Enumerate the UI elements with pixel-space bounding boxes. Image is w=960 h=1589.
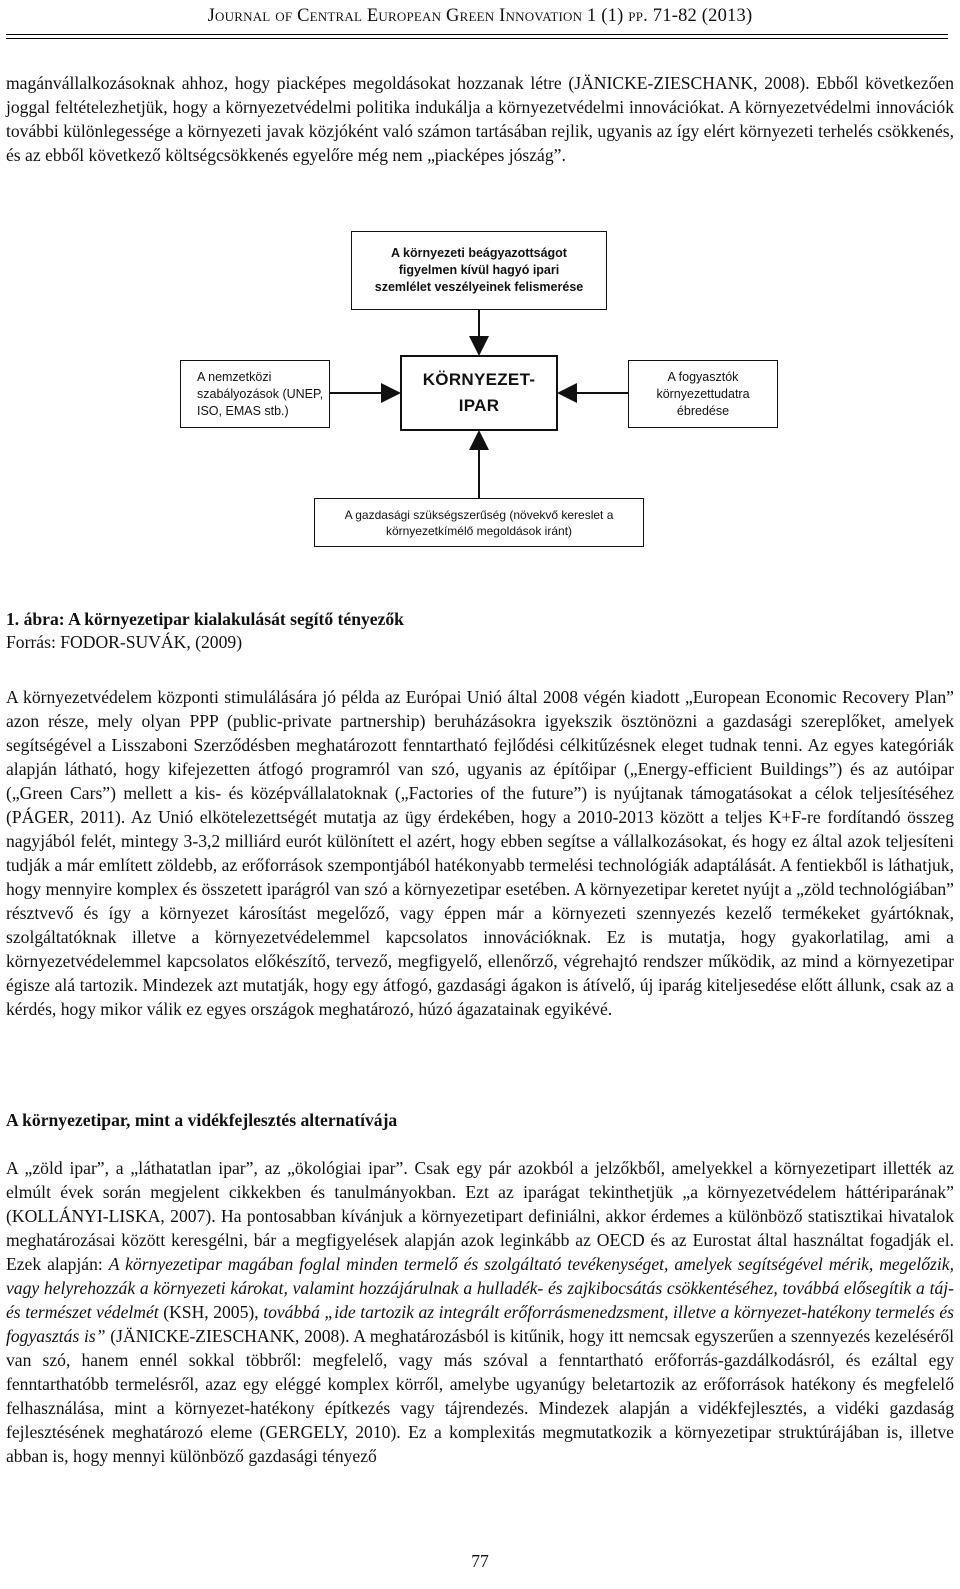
header-rule — [6, 34, 948, 35]
definition-quote-b: továbbá „ide tartozik az integrált erőforrásmenedzsment, illetve a környezet-hatékony termelés és fogyasztás is” — [6, 1302, 954, 1346]
factor-box-left: A nemzetközi szabályozások (UNEP, ISO, EMAS stb.) — [180, 360, 330, 428]
figure-caption-text: 1. ábra: A környezetipar kialakulását segítő tényezők — [6, 609, 404, 629]
figure-caption — [6, 607, 404, 631]
definition-text-e: (JÄNICKE-ZIESCHANK, 2008). A meghatározásból is kitűnik, hogy itt nemcsak egyszerűen a szennyezés kezeléséről van szó, hanem ennél sokkal többről: megfelelő, vagy más szóval a fenntartható erőforrás-gazdálkodásról, és ezáltal egy fenntarthatóbb termelésről, azaz egy eléggé komplex körről, amelybe ugyanúgy beletartozik az erőforrások hatékony és megfelelő felhasználása, mint a környezet-hatékony építkezés vagy tájrendezés. Mindezek alapján a vidékfejlesztés, a vidéki gazdaság fejlesztésének meghatározó eleme (GERGELY, 2010). Ez a komplexitás megmutatkozik a környezetipar struktúrájában is, illetve abban is, hogy mennyi különböző gazdasági tényező — [6, 1326, 955, 1466]
paragraph-eu-recovery: A környezetvédelem központi stimulálására jó példa az Európai Unió által 2008 végén kiadott „European Economic Recovery Plan” azon része, mely olyan PPP (public-private partnership) beruházásokra igyekszik ösztönözni a gazdasági szereplőket, amelyek segítségével a Lisszaboni Szerződésben meghatározott fenntartható fejlődési célkitűzésnek eleget tudnak tenni. Az egyes kategóriák alapján látható, hogy kifejezetten átfogó programról van szó, ugyanis az építőipar („Energy-efficient Buildings”) és az autóipar („Green Cars”) mellett a kis- és középvállalatoknak („Factories of the future”) is nyújtanak támogatásokat a célok teljesítéséhez (PÁGER, 2011). Az Unió elkötelezettségét mutatja az ügy érdekében, hogy a 2010-2013 között a teljes K+F-re fordítandó összeg nagyjából felét, mintegy 3-3,2 milliárd eurót különített el azért, hogy ebben segítse a vállalkozásokat, és hogy ez által azok teljesíteni tudják a már említett zöldebb, az erőforrások szempontjából hatékonyabb termelési technológiák adaptálását. A fentiekből is láthatjuk, hogy mennyire komplex és összetett iparágról van szó a környezetipar esetében. A környezetipar keretet nyújt a „zöld technológiában” résztvevő és így a környezet károsítást megelőző, vagy éppen már a környezeti szennyezés kezelő termékeket gyártóknak, szolgáltatóknak illetve a környezetvédelemmel kapcsolatos innovációknak. Ez is mutatja, hogy gyakorlatilag, ami a környezetvédelemmel kapcsolatos előkészítő, tervező, megfigyelő, ellenőrző, végrehajtó rendszer működik, az mind a környezetipar égisze alá tartozik. Mindezek azt mutatják, hogy egy átfogó, gazdasági ágakon is átívelő, új iparág kiteljesedése előtt állunk, csak az a kérdés, hogy mikor válik ez egyes országok meghatározó, húzó ágazatainak egyikévé. — [6, 687, 954, 1019]
definition-text-a: A „zöld ipar”, a „láthatatlan ipar”, az „ökológiai ipar”. Csak egy pár azokból a jelzőkből, amelyekkel a környezetipart illették az elmúlt évek során megjelent cikkekben és tanulmányokban. Ezt az iparágat tekinthetjük „a környezetvédelem háttériparának” (KOLLÁNYI-LISKA, 2007). Ha pontosabban kívánjuk a környezetipart definiálni, akkor érdemes a különböző statisztikai hivatalok meghatározásai között keresgélni, bár a megfigyelések alapján azok leginkább az OECD és az Eurostat által használtat fogadják el. Ezek alapján: — [6, 1158, 954, 1274]
definition-quote-a: A környezetipar magában foglal minden termelő és szolgáltató tevékenységet, amelyek segítségével mérik, megelőzik, vagy helyrehozzák a környezeti károkat, valamint hozzájárulnak a hulladék- és zajkibocsátás csökkentéséhez, továbbá elősegítik a táj- és természet védelmét — [6, 1254, 954, 1322]
running-header: Journal of Central European Green Innovation 1 (1) pp. 71-82 (2013) — [207, 6, 753, 26]
definition-text-c: (KSH, 2005), — [158, 1302, 264, 1322]
section-title: A környezetipar, mint a vidékfejlesztés alternatívája — [6, 1110, 398, 1130]
paragraph-intro: magánvállalkozásoknak ahhoz, hogy piacképes megoldásokat hozzanak létre (JÄNICKE-ZIESCHANK, 2008). Ebből következően joggal feltételezhetjük, hogy a környezetvédelmi politika indukálja a környezetvédelmi innovációkat. A környezetvédelmi innovációk további különlegessége a környezeti javak közjóként való számon tartásában rejlik, ugyanis az így elért környezeti terhelés csökkenés, és az ebből következő költségcsökkenés egyelőre még nem „piacképes jószág”. — [6, 73, 954, 165]
factor-box-top: A környezeti beágyazottságot figyelmen kívül hagyó ipari szemlélet veszélyeinek felismerése — [351, 231, 607, 310]
center-box-environmental-industry: KÖRNYEZET- IPAR — [400, 355, 558, 431]
page-number: 77 — [471, 1551, 489, 1571]
factor-box-right: A fogyasztók környezettudatra ébredése — [628, 360, 778, 428]
paragraph-definition — [6, 1156, 954, 1468]
factor-box-bottom: A gazdasági szükségszerűség (növekvő kereslet a környezetkímélő megoldások iránt) — [314, 498, 644, 547]
figure-source: Forrás: FODOR-SUVÁK, (2009) — [6, 632, 243, 652]
header-rule-secondary — [6, 38, 948, 39]
